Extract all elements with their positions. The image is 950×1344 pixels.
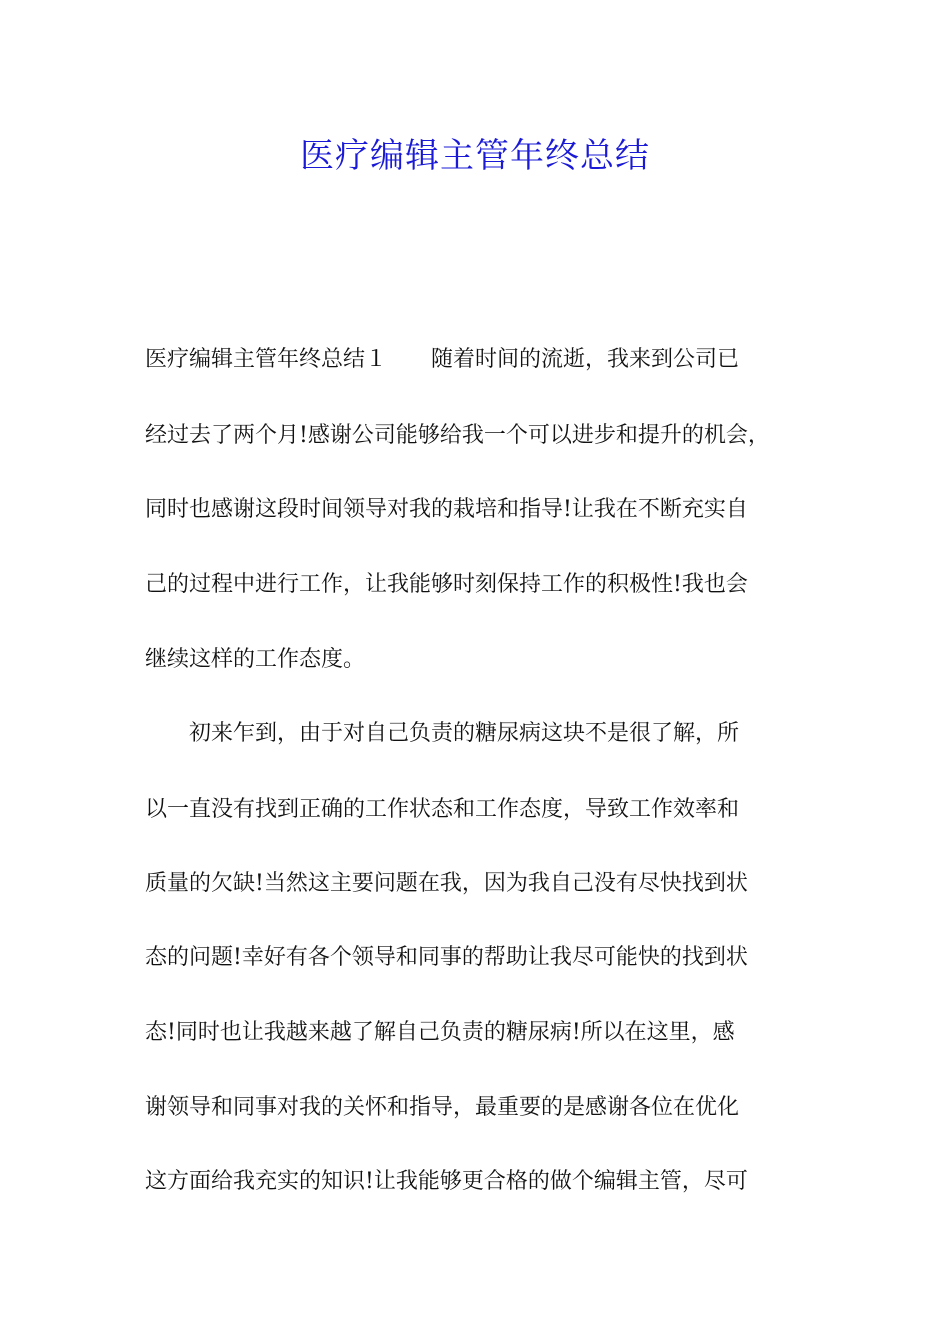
body-line: 同时也感谢这段时间领导对我的栽培和指导!让我在不断充实自 (145, 497, 748, 522)
body-line: 这方面给我充实的知识!让我能够更合格的做个编辑主管，尽可 (145, 1169, 748, 1194)
body-line: 谢领导和同事对我的关怀和指导，最重要的是感谢各位在优化 (145, 1095, 740, 1120)
body-line: 态的问题!幸好有各个领导和同事的帮助让我尽可能快的找到状 (145, 945, 748, 970)
body-line: 经过去了两个月!感谢公司能够给我一个可以进步和提升的机会， (145, 423, 770, 448)
document-title: 医疗编辑主管年终总结 (300, 136, 650, 176)
body-line: 质量的欠缺!当然这主要问题在我，因为我自己没有尽快找到状 (145, 871, 748, 896)
body-line: 己的过程中进行工作，让我能够时刻保持工作的积极性!我也会 (145, 572, 748, 597)
body-line: 以一直没有找到正确的工作状态和工作态度，导致工作效率和 (145, 797, 740, 822)
body-line: 医疗编辑主管年终总结１ 随着时间的流逝，我来到公司已 (145, 347, 740, 372)
body-line: 态!同时也让我越来越了解自己负责的糖尿病!所以在这里，感 (145, 1020, 735, 1045)
body-line: 初来乍到，由于对自己负责的糖尿病这块不是很了解，所 (145, 721, 740, 746)
body-line: 继续这样的工作态度。 (145, 647, 366, 672)
